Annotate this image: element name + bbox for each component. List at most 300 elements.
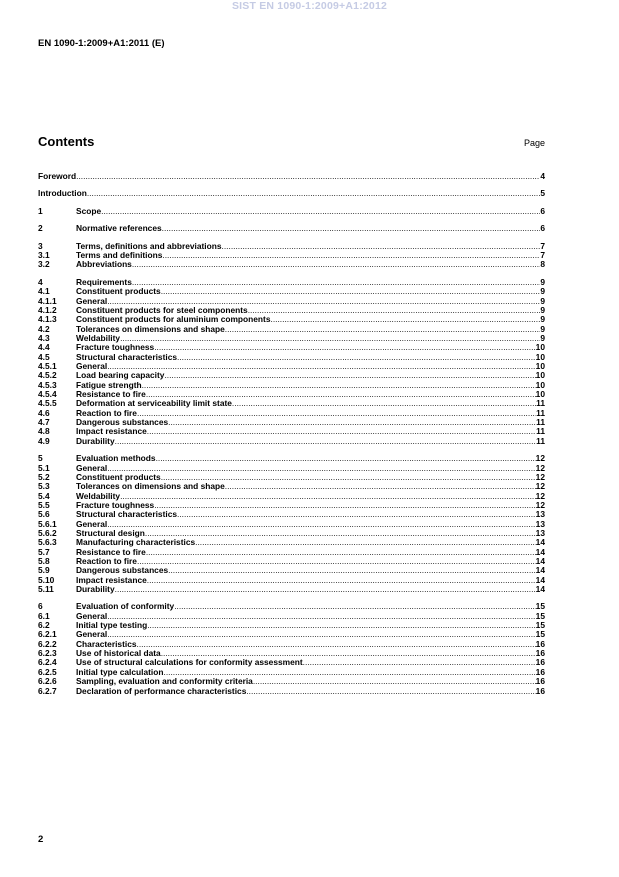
toc-entry-title: Load bearing capacity	[76, 371, 165, 381]
toc-entry[interactable]	[38, 325, 545, 334]
page-number: 2	[38, 834, 44, 845]
toc-entry-title: Abbreviations	[76, 260, 132, 270]
toc-entry-page: 10	[535, 390, 545, 399]
toc-entry[interactable]	[38, 677, 545, 686]
toc-entry-title: General	[76, 611, 108, 621]
toc-entry-number: 5.10	[38, 574, 55, 585]
toc-leader-dots	[225, 482, 536, 491]
toc-entry[interactable]	[38, 381, 545, 390]
toc-entry[interactable]	[38, 658, 545, 667]
toc-entry-page: 12	[535, 463, 545, 473]
toc-entry-number: 4	[38, 276, 43, 287]
toc-entry-title: Foreword	[38, 172, 77, 181]
toc-entry-title: General	[76, 519, 108, 529]
toc-entry-line	[38, 172, 545, 181]
toc-entry[interactable]	[38, 306, 545, 315]
toc-entry-title: Structural characteristics	[76, 352, 178, 362]
toc-entry-number: 5.3	[38, 481, 50, 492]
toc-entry-number: 5.6.2	[38, 527, 57, 538]
toc-entry[interactable]	[38, 224, 545, 233]
toc-entry-line	[76, 278, 545, 287]
toc-entry-line	[76, 658, 545, 667]
toc-leader-dots	[246, 687, 535, 696]
toc-entry-line	[76, 362, 545, 371]
toc-entry-title: Resistance to fire	[76, 390, 146, 399]
toc-entry[interactable]	[38, 557, 545, 566]
toc-entry-page: 16	[535, 639, 545, 649]
toc-entry-page: 11	[536, 427, 545, 437]
toc-entry-line	[76, 297, 545, 306]
toc-leader-dots	[147, 427, 536, 436]
toc-entry-page: 12	[535, 454, 545, 464]
toc-entry[interactable]	[38, 538, 545, 547]
toc-entry-page: 16	[535, 649, 545, 659]
toc-leader-dots	[271, 315, 541, 324]
toc-entry-page: 13	[535, 510, 545, 520]
toc-entry-title: Constituent products for steel components	[76, 305, 248, 315]
toc-entry[interactable]	[38, 621, 545, 630]
toc-entry-page: 10	[535, 371, 545, 381]
toc-entry[interactable]	[38, 343, 545, 352]
toc-entry[interactable]	[38, 353, 545, 362]
toc-entry-page: 9	[540, 333, 545, 343]
toc-entry-number: 4.1.1	[38, 295, 57, 306]
toc-entry-page: 16	[535, 686, 545, 696]
toc-entry[interactable]	[38, 649, 545, 658]
toc-entry[interactable]	[38, 482, 545, 491]
toc-leader-dots	[161, 473, 536, 482]
toc-entry-title: Initial type testing	[76, 621, 148, 631]
toc-entry-title: General	[76, 630, 108, 640]
toc-leader-dots	[107, 362, 535, 371]
toc-entry-title: Constituent products	[76, 472, 161, 482]
toc-entry-number: 5.6	[38, 509, 50, 520]
toc-entry-line	[76, 207, 545, 216]
toc-leader-dots	[177, 510, 536, 519]
toc-entry-page: 14	[535, 566, 545, 576]
toc-entry-number: 4.5.3	[38, 379, 57, 390]
toc-leader-dots	[232, 399, 536, 408]
toc-entry[interactable]	[38, 287, 545, 296]
toc-entry-number: 5.6.3	[38, 537, 57, 548]
toc-leader-dots	[132, 278, 540, 287]
toc-entry-number: 6	[38, 601, 43, 612]
toc-entry[interactable]	[38, 418, 545, 427]
toc-entry[interactable]	[38, 427, 545, 436]
toc-leader-dots	[195, 538, 536, 547]
toc-leader-dots	[120, 334, 540, 343]
toc-entry-line	[76, 501, 545, 510]
toc-entry[interactable]	[38, 566, 545, 575]
toc-entry-line	[76, 371, 545, 380]
toc-entry-number: 4.1.3	[38, 314, 57, 325]
toc-entry-title: Deformation at serviceability limit state	[76, 399, 232, 409]
toc-leader-dots	[146, 548, 536, 557]
toc-entry-number: 4.5	[38, 351, 50, 362]
toc-entry[interactable]	[38, 297, 545, 306]
toc-leader-dots	[115, 437, 537, 446]
toc-entry[interactable]	[38, 510, 545, 519]
toc-entry-title: General	[76, 361, 108, 371]
toc-entry-title: Reaction to fire	[76, 556, 137, 566]
toc-entry-page: 5	[540, 189, 545, 199]
toc-entry-title: Impact resistance	[76, 575, 147, 585]
toc-entry-number: 5	[38, 453, 43, 464]
toc-entry-line	[76, 621, 545, 630]
toc-entry[interactable]	[38, 520, 545, 529]
toc-entry[interactable]	[38, 437, 545, 446]
toc-entry-title: Characteristics	[76, 639, 137, 649]
toc-entry[interactable]	[38, 334, 545, 343]
toc-entry-line	[76, 677, 545, 686]
toc-entry[interactable]	[38, 189, 545, 198]
toc-entry[interactable]	[38, 630, 545, 639]
toc-leader-dots	[142, 381, 536, 390]
toc-entry-page: 15	[535, 611, 545, 621]
toc-entry-number: 6.2.7	[38, 685, 57, 696]
toc-entry-title: Constituent products for aluminium components	[76, 315, 271, 325]
toc-leader-dots	[248, 306, 541, 315]
toc-leader-dots	[174, 602, 535, 611]
toc-entry-line	[76, 510, 545, 519]
toc-entry[interactable]	[38, 668, 545, 677]
toc-entry-line	[76, 224, 545, 233]
toc-entry-title: Declaration of performance characteristics	[76, 686, 247, 696]
toc-entry-number: 1	[38, 205, 43, 216]
toc-entry-page: 16	[535, 667, 545, 677]
toc-entry-line	[76, 381, 545, 390]
toc-entry-page: 6	[540, 206, 545, 216]
toc-entry-title: Dangerous substances	[76, 566, 169, 576]
toc-entry-line	[76, 668, 545, 677]
toc-entry-line	[76, 482, 545, 491]
toc-entry-page: 4	[540, 172, 545, 181]
toc-entry-line	[76, 390, 545, 399]
toc-entry-number: 4.6	[38, 407, 50, 418]
toc-entry-title: General	[76, 463, 108, 473]
toc-entry-line	[76, 251, 545, 260]
toc-leader-dots	[225, 325, 541, 334]
toc-entry-number: 4.2	[38, 323, 50, 334]
toc-entry-page: 9	[540, 315, 545, 325]
toc-entry-number: 5.6.1	[38, 518, 57, 529]
toc-entry-title: Manufacturing characteristics	[76, 538, 196, 548]
toc-entry-page: 16	[535, 658, 545, 668]
toc-entry[interactable]	[38, 473, 545, 482]
toc-entry-line	[76, 464, 545, 473]
toc-entry[interactable]	[38, 602, 545, 611]
toc-entry-title: Dangerous substances	[76, 418, 169, 428]
toc-entry-page: 14	[535, 556, 545, 566]
toc-entry-title: Use of historical data	[76, 649, 161, 659]
toc-entry[interactable]	[38, 409, 545, 418]
toc-entry-line	[76, 548, 545, 557]
toc-entry-line	[76, 576, 545, 585]
toc-entry-page: 11	[536, 399, 545, 409]
toc-entry-page: 6	[540, 224, 545, 234]
toc-entry[interactable]	[38, 242, 545, 251]
toc-entry-line	[76, 649, 545, 658]
toc-entry-title: Introduction	[38, 189, 87, 199]
toc-entry-title: Fatigue strength	[76, 380, 142, 390]
toc-leader-dots	[154, 343, 535, 352]
toc-entry-title: Normative references	[76, 224, 162, 234]
toc-entry-page: 15	[535, 630, 545, 640]
toc-entry-title: Scope	[76, 206, 102, 216]
toc-entry-line	[38, 189, 545, 198]
toc-entry-page: 10	[535, 343, 545, 353]
toc-entry-page: 7	[540, 241, 545, 251]
toc-entry-line	[76, 566, 545, 575]
toc-leader-dots	[303, 658, 536, 667]
toc-leader-dots	[107, 520, 535, 529]
toc-entry[interactable]	[38, 390, 545, 399]
toc-entry-page: 12	[535, 500, 545, 510]
toc-entry-number: 6.2.5	[38, 666, 57, 677]
toc-entry-title: Weldability	[76, 333, 121, 343]
toc-entry[interactable]	[38, 260, 545, 269]
toc-entry-line	[76, 585, 545, 594]
toc-entry-number: 3.2	[38, 259, 50, 270]
toc-entry-page: 12	[535, 472, 545, 482]
toc-entry[interactable]	[38, 464, 545, 473]
toc-entry-title: Sampling, evaluation and conformity criteria	[76, 677, 253, 687]
toc-entry-number: 3.1	[38, 250, 50, 261]
toc-entry[interactable]	[38, 251, 545, 260]
toc-entry[interactable]	[38, 172, 545, 181]
toc-entry-title: Structural characteristics	[76, 510, 178, 520]
toc-entry-number: 6.2.1	[38, 629, 57, 640]
toc-entry-title: Tolerances on dimensions and shape	[76, 324, 225, 334]
toc-entry-title: Structural design	[76, 528, 145, 538]
toc-entry-number: 4.5.4	[38, 389, 57, 399]
toc-entry-line	[76, 602, 545, 611]
toc-entry-page: 10	[535, 352, 545, 362]
toc-entry-page: 11	[536, 436, 545, 446]
toc-entry-title: Evaluation of conformity	[76, 602, 175, 612]
toc-entry-line	[76, 687, 545, 696]
toc-entry[interactable]	[38, 315, 545, 324]
toc-entry-number: 4.8	[38, 426, 50, 437]
toc-entry-line	[76, 492, 545, 501]
toc-entry-number: 4.5.5	[38, 398, 57, 409]
toc-entry-number: 5.8	[38, 555, 50, 566]
toc-leader-dots	[107, 464, 535, 473]
toc-entry-line	[76, 454, 545, 463]
table-of-contents	[38, 172, 545, 696]
toc-leader-dots	[162, 224, 541, 233]
toc-entry-title: Evaluation methods	[76, 454, 156, 464]
toc-entry-number: 5.2	[38, 471, 50, 482]
document-id: EN 1090-1:2009+A1:2011 (E)	[38, 38, 165, 49]
toc-entry[interactable]	[38, 492, 545, 501]
toc-leader-dots	[168, 566, 536, 575]
toc-entry-page: 9	[540, 287, 545, 297]
toc-entry-page: 16	[535, 677, 545, 687]
toc-entry[interactable]	[38, 501, 545, 510]
toc-entry-title: Impact resistance	[76, 427, 147, 437]
toc-entry-page: 14	[535, 575, 545, 585]
toc-entry-title: Durability	[76, 436, 115, 446]
toc-entry-title: Requirements	[76, 277, 132, 287]
toc-leader-dots	[253, 677, 536, 686]
toc-entry-line	[76, 520, 545, 529]
toc-entry-page: 15	[535, 621, 545, 631]
toc-entry-number: 4.9	[38, 435, 50, 446]
toc-entry-page: 12	[535, 491, 545, 501]
toc-entry-title: Resistance to fire	[76, 547, 146, 557]
toc-entry-page: 8	[540, 260, 545, 270]
toc-entry-line	[76, 343, 545, 352]
toc-entry[interactable]	[38, 207, 545, 216]
toc-entry-number: 4.4	[38, 342, 50, 353]
toc-entry-line	[76, 437, 545, 446]
toc-entry-number: 5.11	[38, 583, 54, 594]
toc-leader-dots	[107, 297, 540, 306]
toc-leader-dots	[147, 576, 536, 585]
toc-leader-dots	[87, 189, 540, 198]
toc-entry-page: 12	[535, 482, 545, 492]
toc-entry-line	[76, 287, 545, 296]
toc-entry[interactable]	[38, 454, 545, 463]
toc-leader-dots	[115, 585, 536, 594]
toc-leader-dots	[147, 621, 535, 630]
toc-entry-title: Terms and definitions	[76, 251, 163, 261]
toc-entry[interactable]	[38, 399, 545, 408]
toc-entry-line	[76, 260, 545, 269]
toc-entry-line	[76, 427, 545, 436]
toc-entry[interactable]	[38, 362, 545, 371]
toc-entry-page: 10	[535, 361, 545, 371]
toc-entry-page: 9	[540, 305, 545, 315]
toc-leader-dots	[177, 353, 536, 362]
toc-entry-page: 14	[535, 547, 545, 557]
toc-entry-line	[76, 325, 545, 334]
toc-entry-line	[76, 353, 545, 362]
toc-entry-line	[76, 409, 545, 418]
toc-entry-number: 4.3	[38, 332, 50, 343]
toc-entry-page: 9	[540, 324, 545, 334]
toc-leader-dots	[154, 501, 535, 510]
toc-entry-number: 5.5	[38, 499, 50, 510]
toc-entry-number: 5.4	[38, 490, 50, 501]
toc-entry-title: Reaction to fire	[76, 408, 137, 418]
toc-entry-line	[76, 529, 545, 538]
toc-entry-title: General	[76, 296, 108, 306]
toc-entry-line	[76, 538, 545, 547]
toc-entry-page: 13	[535, 528, 545, 538]
toc-entry-line	[76, 399, 545, 408]
toc-entry-number: 6.2.6	[38, 676, 57, 687]
toc-entry[interactable]	[38, 640, 545, 649]
toc-leader-dots	[162, 251, 540, 260]
toc-entry-page: 11	[536, 418, 545, 428]
toc-entry-number: 6.2.2	[38, 638, 57, 649]
toc-entry[interactable]	[38, 585, 545, 594]
toc-entry-number: 5.1	[38, 462, 50, 473]
toc-entry-number: 5.7	[38, 546, 50, 557]
toc-entry-page: 14	[535, 538, 545, 548]
toc-entry-title: Terms, definitions and abbreviations	[76, 241, 222, 251]
toc-leader-dots	[137, 640, 536, 649]
toc-entry-number: 4.5.2	[38, 370, 57, 381]
toc-entry-line	[76, 473, 545, 482]
toc-entry-page: 10	[535, 380, 545, 390]
toc-entry-line	[76, 242, 545, 251]
toc-entry-title: Durability	[76, 584, 115, 594]
toc-entry-page: 11	[536, 408, 545, 418]
toc-entry-page: 9	[540, 296, 545, 306]
toc-entry-number: 6.2.3	[38, 648, 57, 659]
toc-leader-dots	[156, 454, 536, 463]
toc-entry-page: 15	[535, 602, 545, 612]
toc-leader-dots	[161, 287, 541, 296]
toc-leader-dots	[146, 390, 536, 399]
toc-entry-number: 4.5.1	[38, 360, 57, 371]
toc-entry-line	[76, 630, 545, 639]
toc-leader-dots	[164, 668, 536, 677]
toc-entry-number: 4.1.2	[38, 304, 57, 315]
toc-entry[interactable]	[38, 687, 545, 696]
toc-entry-page: 13	[535, 519, 545, 529]
toc-entry-line	[76, 557, 545, 566]
toc-entry-page: 9	[540, 277, 545, 287]
toc-leader-dots	[222, 242, 541, 251]
toc-leader-dots	[101, 207, 540, 216]
toc-entry-number: 5.9	[38, 565, 50, 576]
toc-entry-line	[76, 334, 545, 343]
toc-entry-page: 14	[535, 584, 545, 594]
toc-entry[interactable]	[38, 529, 545, 538]
toc-entry-title: Tolerances on dimensions and shape	[76, 482, 225, 492]
toc-entry-number: 4.7	[38, 417, 50, 428]
toc-entry-number: 6.2.4	[38, 657, 57, 668]
toc-entry-title: Constituent products	[76, 287, 161, 297]
toc-entry-line	[76, 418, 545, 427]
toc-entry-title: Fracture toughness	[76, 343, 155, 353]
toc-entry-line	[76, 315, 545, 324]
watermark: SIST EN 1090-1:2009+A1:2012	[231, 0, 388, 12]
toc-entry-number: 6.2	[38, 620, 50, 631]
toc-leader-dots	[137, 557, 536, 566]
toc-leader-dots	[120, 492, 536, 501]
toc-entry-number: 2	[38, 223, 43, 234]
toc-entry-title: Fracture toughness	[76, 500, 155, 510]
toc-entry-title: Initial type calculation	[76, 667, 164, 677]
toc-leader-dots	[107, 630, 535, 639]
toc-entry[interactable]	[38, 576, 545, 585]
page-column-label: Page	[523, 138, 545, 148]
contents-title: Contents	[38, 134, 95, 149]
toc-entry-line	[76, 640, 545, 649]
toc-leader-dots	[161, 649, 536, 658]
toc-entry-number: 3	[38, 240, 43, 251]
toc-entry[interactable]	[38, 612, 545, 621]
toc-entry[interactable]	[38, 548, 545, 557]
toc-entry-line	[76, 306, 545, 315]
toc-leader-dots	[132, 260, 540, 269]
toc-leader-dots	[164, 371, 535, 380]
toc-entry[interactable]	[38, 371, 545, 380]
toc-leader-dots	[76, 172, 540, 181]
toc-leader-dots	[168, 418, 536, 427]
toc-entry-page: 7	[540, 251, 545, 261]
toc-leader-dots	[145, 529, 536, 538]
toc-entry-number: 6.1	[38, 610, 50, 621]
toc-entry-line	[76, 612, 545, 621]
toc-entry-title: Weldability	[76, 491, 121, 501]
toc-entry[interactable]	[38, 278, 545, 287]
